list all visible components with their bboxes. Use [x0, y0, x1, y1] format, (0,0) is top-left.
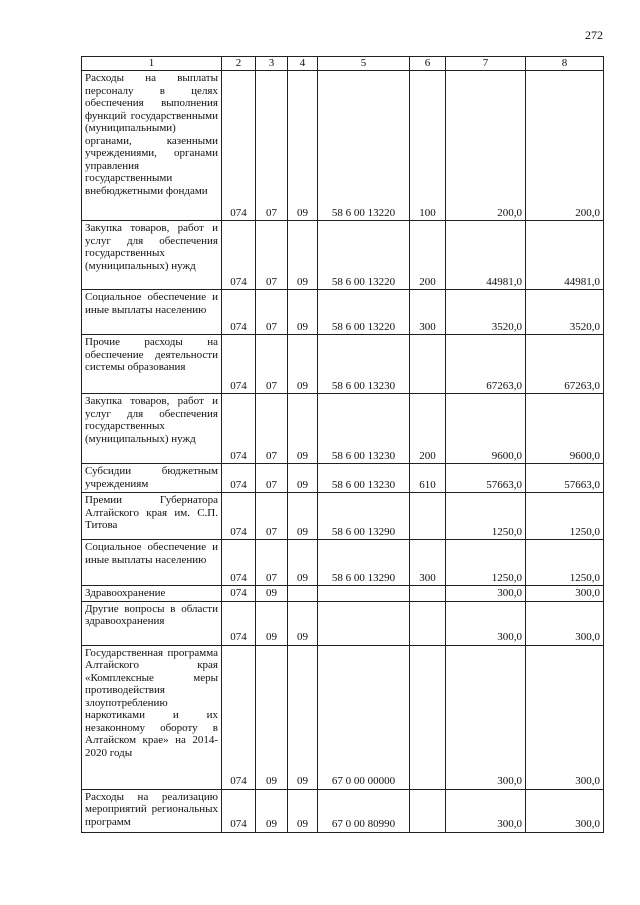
row-name: Государственная программа Алтайского края «Комплексные меры противодействия злоупотреблению наркотиками и их незаконному обороту в Алтайском крае» на 2014-2020 годы	[82, 645, 222, 789]
row-amount-col7: 67263,0	[446, 335, 526, 394]
row-admin-code: 074	[222, 586, 256, 602]
row-amount-col8: 300,0	[526, 645, 604, 789]
row-subsection: 09	[288, 601, 318, 645]
row-expense-type	[410, 601, 446, 645]
row-section: 09	[256, 789, 288, 832]
row-name: Социальное обеспечение и иные выплаты населению	[82, 290, 222, 335]
row-target-article: 58 6 00 13290	[318, 493, 410, 540]
row-amount-col8: 44981,0	[526, 221, 604, 290]
row-amount-col7: 300,0	[446, 586, 526, 602]
row-section: 07	[256, 464, 288, 493]
table-row	[82, 394, 604, 464]
row-amount-col7: 1250,0	[446, 540, 526, 586]
row-subsection: 09	[288, 789, 318, 832]
row-subsection: 09	[288, 221, 318, 290]
row-expense-type	[410, 335, 446, 394]
row-amount-col7: 300,0	[446, 789, 526, 832]
column-header: 1	[82, 57, 222, 71]
row-amount-col7: 1250,0	[446, 493, 526, 540]
row-admin-code: 074	[222, 789, 256, 832]
table-row	[82, 464, 604, 493]
table-row	[82, 601, 604, 645]
row-section: 07	[256, 335, 288, 394]
table-row	[82, 290, 604, 335]
row-target-article: 58 6 00 13220	[318, 71, 410, 221]
row-section: 07	[256, 290, 288, 335]
column-header: 5	[318, 57, 410, 71]
row-subsection: 09	[288, 335, 318, 394]
row-name: Закупка товаров, работ и услуг для обеспечения государственных (муниципальных) нужд	[82, 221, 222, 290]
row-target-article: 58 6 00 13230	[318, 335, 410, 394]
column-header: 8	[526, 57, 604, 71]
row-amount-col8: 300,0	[526, 789, 604, 832]
row-target-article	[318, 586, 410, 602]
row-amount-col7: 57663,0	[446, 464, 526, 493]
row-admin-code: 074	[222, 221, 256, 290]
table-row	[82, 221, 604, 290]
row-amount-col7: 200,0	[446, 71, 526, 221]
column-header: 4	[288, 57, 318, 71]
row-amount-col7: 9600,0	[446, 394, 526, 464]
row-section: 07	[256, 493, 288, 540]
row-name: Расходы на выплаты персоналу в целях обеспечения выполнения функций государственными (муниципальными) органами, казенными учреждениями, органами управления государственными внебюджетными фондами	[82, 71, 222, 221]
row-amount-col7: 44981,0	[446, 221, 526, 290]
column-header: 6	[410, 57, 446, 71]
budget-table	[81, 56, 604, 833]
row-expense-type: 100	[410, 71, 446, 221]
row-section: 07	[256, 394, 288, 464]
row-expense-type: 300	[410, 540, 446, 586]
row-name: Расходы на реализацию мероприятий региональных программ	[82, 789, 222, 832]
row-target-article: 58 6 00 13230	[318, 394, 410, 464]
row-expense-type	[410, 493, 446, 540]
row-subsection: 09	[288, 464, 318, 493]
row-target-article	[318, 601, 410, 645]
row-amount-col8: 300,0	[526, 586, 604, 602]
row-name: Социальное обеспечение и иные выплаты населению	[82, 540, 222, 586]
table-row	[82, 71, 604, 221]
row-section: 07	[256, 71, 288, 221]
row-name: Премии Губернатора Алтайского края им. С.П. Титова	[82, 493, 222, 540]
row-expense-type: 300	[410, 290, 446, 335]
row-target-article: 58 6 00 13290	[318, 540, 410, 586]
row-subsection: 09	[288, 493, 318, 540]
row-amount-col8: 300,0	[526, 601, 604, 645]
row-admin-code: 074	[222, 493, 256, 540]
page-number: 272	[585, 28, 603, 42]
row-name: Прочие расходы на обеспечение деятельности системы образования	[82, 335, 222, 394]
table-row	[82, 493, 604, 540]
row-subsection: 09	[288, 71, 318, 221]
row-admin-code: 074	[222, 71, 256, 221]
row-admin-code: 074	[222, 464, 256, 493]
row-admin-code: 074	[222, 645, 256, 789]
row-admin-code: 074	[222, 601, 256, 645]
row-expense-type	[410, 645, 446, 789]
row-admin-code: 074	[222, 540, 256, 586]
column-header: 7	[446, 57, 526, 71]
table-row	[82, 645, 604, 789]
row-name: Другие вопросы в области здравоохранения	[82, 601, 222, 645]
row-amount-col7: 300,0	[446, 601, 526, 645]
row-amount-col7: 3520,0	[446, 290, 526, 335]
row-target-article: 58 6 00 13220	[318, 221, 410, 290]
row-subsection	[288, 586, 318, 602]
row-admin-code: 074	[222, 290, 256, 335]
table-row	[82, 789, 604, 832]
row-expense-type: 200	[410, 394, 446, 464]
row-section: 09	[256, 645, 288, 789]
row-subsection: 09	[288, 645, 318, 789]
row-target-article: 67 0 00 00000	[318, 645, 410, 789]
row-amount-col8: 3520,0	[526, 290, 604, 335]
row-target-article: 67 0 00 80990	[318, 789, 410, 832]
row-expense-type	[410, 789, 446, 832]
row-name: Здравоохранение	[82, 586, 222, 602]
row-admin-code: 074	[222, 335, 256, 394]
column-header: 3	[256, 57, 288, 71]
row-amount-col8: 200,0	[526, 71, 604, 221]
row-section: 07	[256, 540, 288, 586]
row-amount-col8: 57663,0	[526, 464, 604, 493]
row-target-article: 58 6 00 13220	[318, 290, 410, 335]
row-name: Закупка товаров, работ и услуг для обеспечения государственных (муниципальных) нужд	[82, 394, 222, 464]
row-subsection: 09	[288, 394, 318, 464]
row-expense-type: 610	[410, 464, 446, 493]
table-header-row	[82, 57, 604, 71]
row-amount-col8: 1250,0	[526, 540, 604, 586]
row-amount-col8: 9600,0	[526, 394, 604, 464]
row-subsection: 09	[288, 290, 318, 335]
row-subsection: 09	[288, 540, 318, 586]
row-section: 07	[256, 221, 288, 290]
column-header: 2	[222, 57, 256, 71]
table-row	[82, 335, 604, 394]
row-target-article: 58 6 00 13230	[318, 464, 410, 493]
row-section: 09	[256, 601, 288, 645]
row-expense-type	[410, 586, 446, 602]
row-expense-type: 200	[410, 221, 446, 290]
row-admin-code: 074	[222, 394, 256, 464]
table-row	[82, 540, 604, 586]
table-row	[82, 586, 604, 602]
row-amount-col7: 300,0	[446, 645, 526, 789]
row-section: 09	[256, 586, 288, 602]
row-amount-col8: 1250,0	[526, 493, 604, 540]
row-name: Субсидии бюджетным учреждениям	[82, 464, 222, 493]
row-amount-col8: 67263,0	[526, 335, 604, 394]
